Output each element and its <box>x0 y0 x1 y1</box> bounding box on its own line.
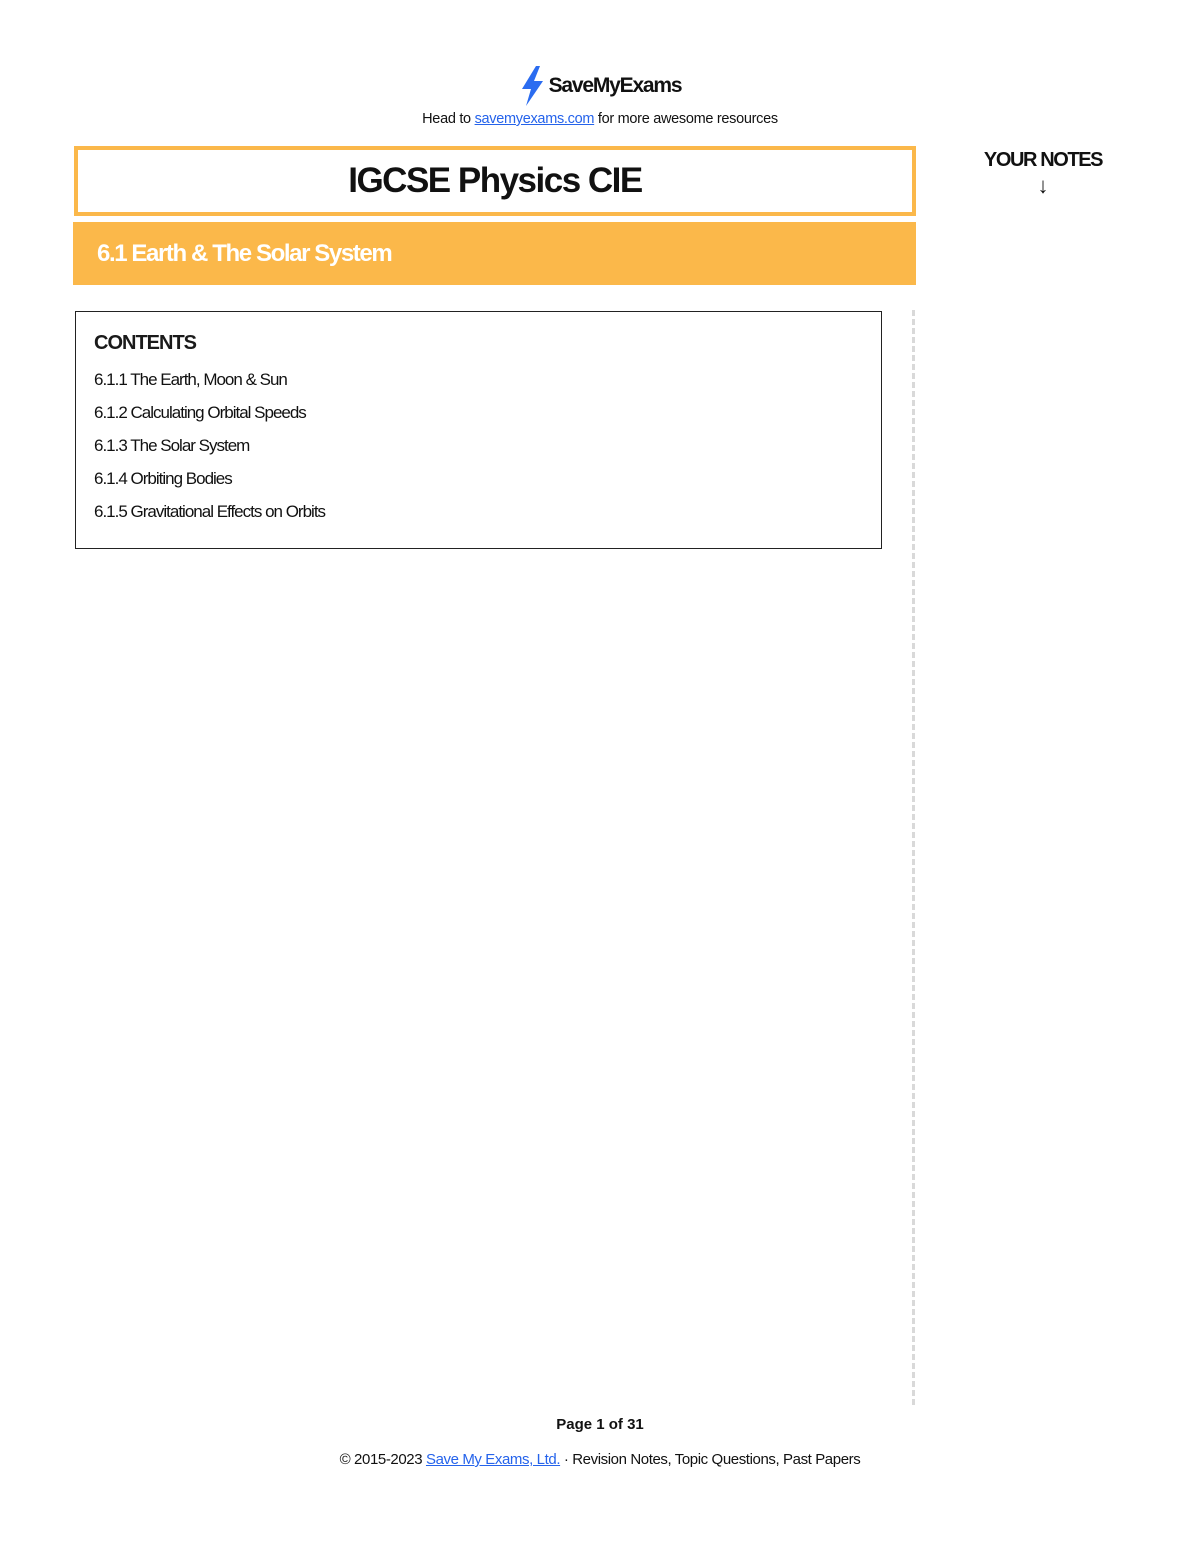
contents-item[interactable]: 6.1.2 Calculating Orbital Speeds <box>94 403 306 422</box>
copyright-suffix: · Revision Notes, Topic Questions, Past Papers <box>560 1451 861 1468</box>
brand-logo[interactable] <box>0 66 1200 106</box>
document-title-box <box>74 146 916 216</box>
section-header <box>73 222 916 285</box>
header-tagline <box>0 111 1200 127</box>
arrow-down-icon: ↓ <box>1037 173 1049 198</box>
your-notes-label <box>960 149 1126 198</box>
contents-item[interactable]: 6.1.1 The Earth, Moon & Sun <box>94 370 287 389</box>
contents-box <box>75 311 882 549</box>
tagline-prefix: Head to <box>422 111 475 127</box>
lightning-bolt-icon <box>519 66 545 106</box>
footer-copyright <box>0 1451 1200 1468</box>
tagline-suffix: for more awesome resources <box>594 111 778 127</box>
contents-item[interactable]: 6.1.3 The Solar System <box>94 436 250 455</box>
notes-label-text: YOUR NOTES <box>983 149 1103 171</box>
notes-divider <box>912 310 915 1405</box>
brand-name: SaveMyExams <box>548 74 682 97</box>
savemyexams-link[interactable]: savemyexams.com <box>474 111 595 127</box>
copyright-prefix: © 2015-2023 <box>339 1451 426 1468</box>
section-title: 6.1 Earth & The Solar System <box>97 239 392 267</box>
save-my-exams-link[interactable]: Save My Exams, Ltd. <box>425 1451 561 1468</box>
contents-heading: CONTENTS <box>94 332 196 354</box>
page-number: Page 1 of 31 <box>556 1416 644 1433</box>
contents-item[interactable]: 6.1.4 Orbiting Bodies <box>94 469 232 488</box>
document-title: IGCSE Physics CIE <box>348 161 642 200</box>
contents-item[interactable]: 6.1.5 Gravitational Effects on Orbits <box>94 502 326 521</box>
